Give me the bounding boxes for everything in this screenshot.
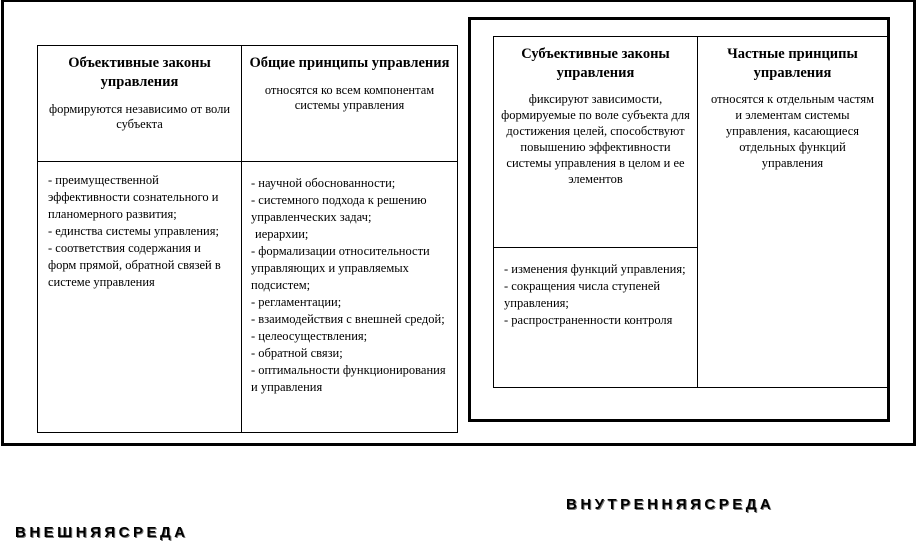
objective-laws-title: Объективные законы управления [68,55,211,90]
list-item: - обратной связи; [251,346,343,360]
subjective-laws-list [498,257,695,333]
subjective-laws-title: Субъективные законы управления [521,46,670,81]
right-table [493,36,888,388]
list-item: - научной обоснованности; [251,176,396,190]
list-item: - единства системы управления; [48,224,219,238]
particular-principles-subtitle: относятся к отдельным частям и элементам системы управления, касающиеся отдельных функций управления [710,92,875,170]
list-item: - регламентации; [251,295,342,309]
particular-principles-title: Частные принципы управления [727,46,858,81]
particular-principles-header [698,41,887,175]
list-item: иерархии; [255,227,309,241]
list-item: - целеосуществления; [251,329,368,343]
list-item: - формализации относительности управляющих и управляемых подсистем; [251,244,430,292]
list-item: - сокращения числа ступеней управления; [504,279,661,310]
general-principles-list [245,171,455,400]
left-table [37,45,458,433]
objective-laws-subtitle: формируются независимо от воли субъекта [48,102,231,131]
subjective-laws-header [494,41,697,191]
objective-laws-header [38,50,241,160]
list-item: - преимущественной эффективности сознательного и планомерного развития; [48,173,219,221]
general-principles-subtitle: относятся ко всем компонентам системы управления [264,83,435,112]
list-item: - распространенности контроля [504,313,673,327]
subjective-laws-subtitle: фиксируют зависимости, формируемые по воле субъекта для достижения целей, способствуют повышению эффективности системы управления в целом и ее элементов [501,92,690,186]
internal-environment-label: ВНУТРЕННЯЯСРЕДА [566,496,775,513]
list-item: - изменения функций управления; [504,262,686,276]
external-environment-label: ВНЕШНЯЯСРЕДА [15,524,189,541]
objective-laws-list [42,168,238,295]
general-principles-title: Общие принципы управления [249,55,450,71]
list-item: - соответствия содержания и форм прямой, обратной связей в системе управления [48,241,221,289]
general-principles-header [242,50,457,160]
list-item: - системного подхода к решению управленческих задач; [251,193,427,224]
list-item: - взаимодействия с внешней средой; [251,312,445,326]
list-item: - оптимальности функционирования и управления [251,363,446,394]
